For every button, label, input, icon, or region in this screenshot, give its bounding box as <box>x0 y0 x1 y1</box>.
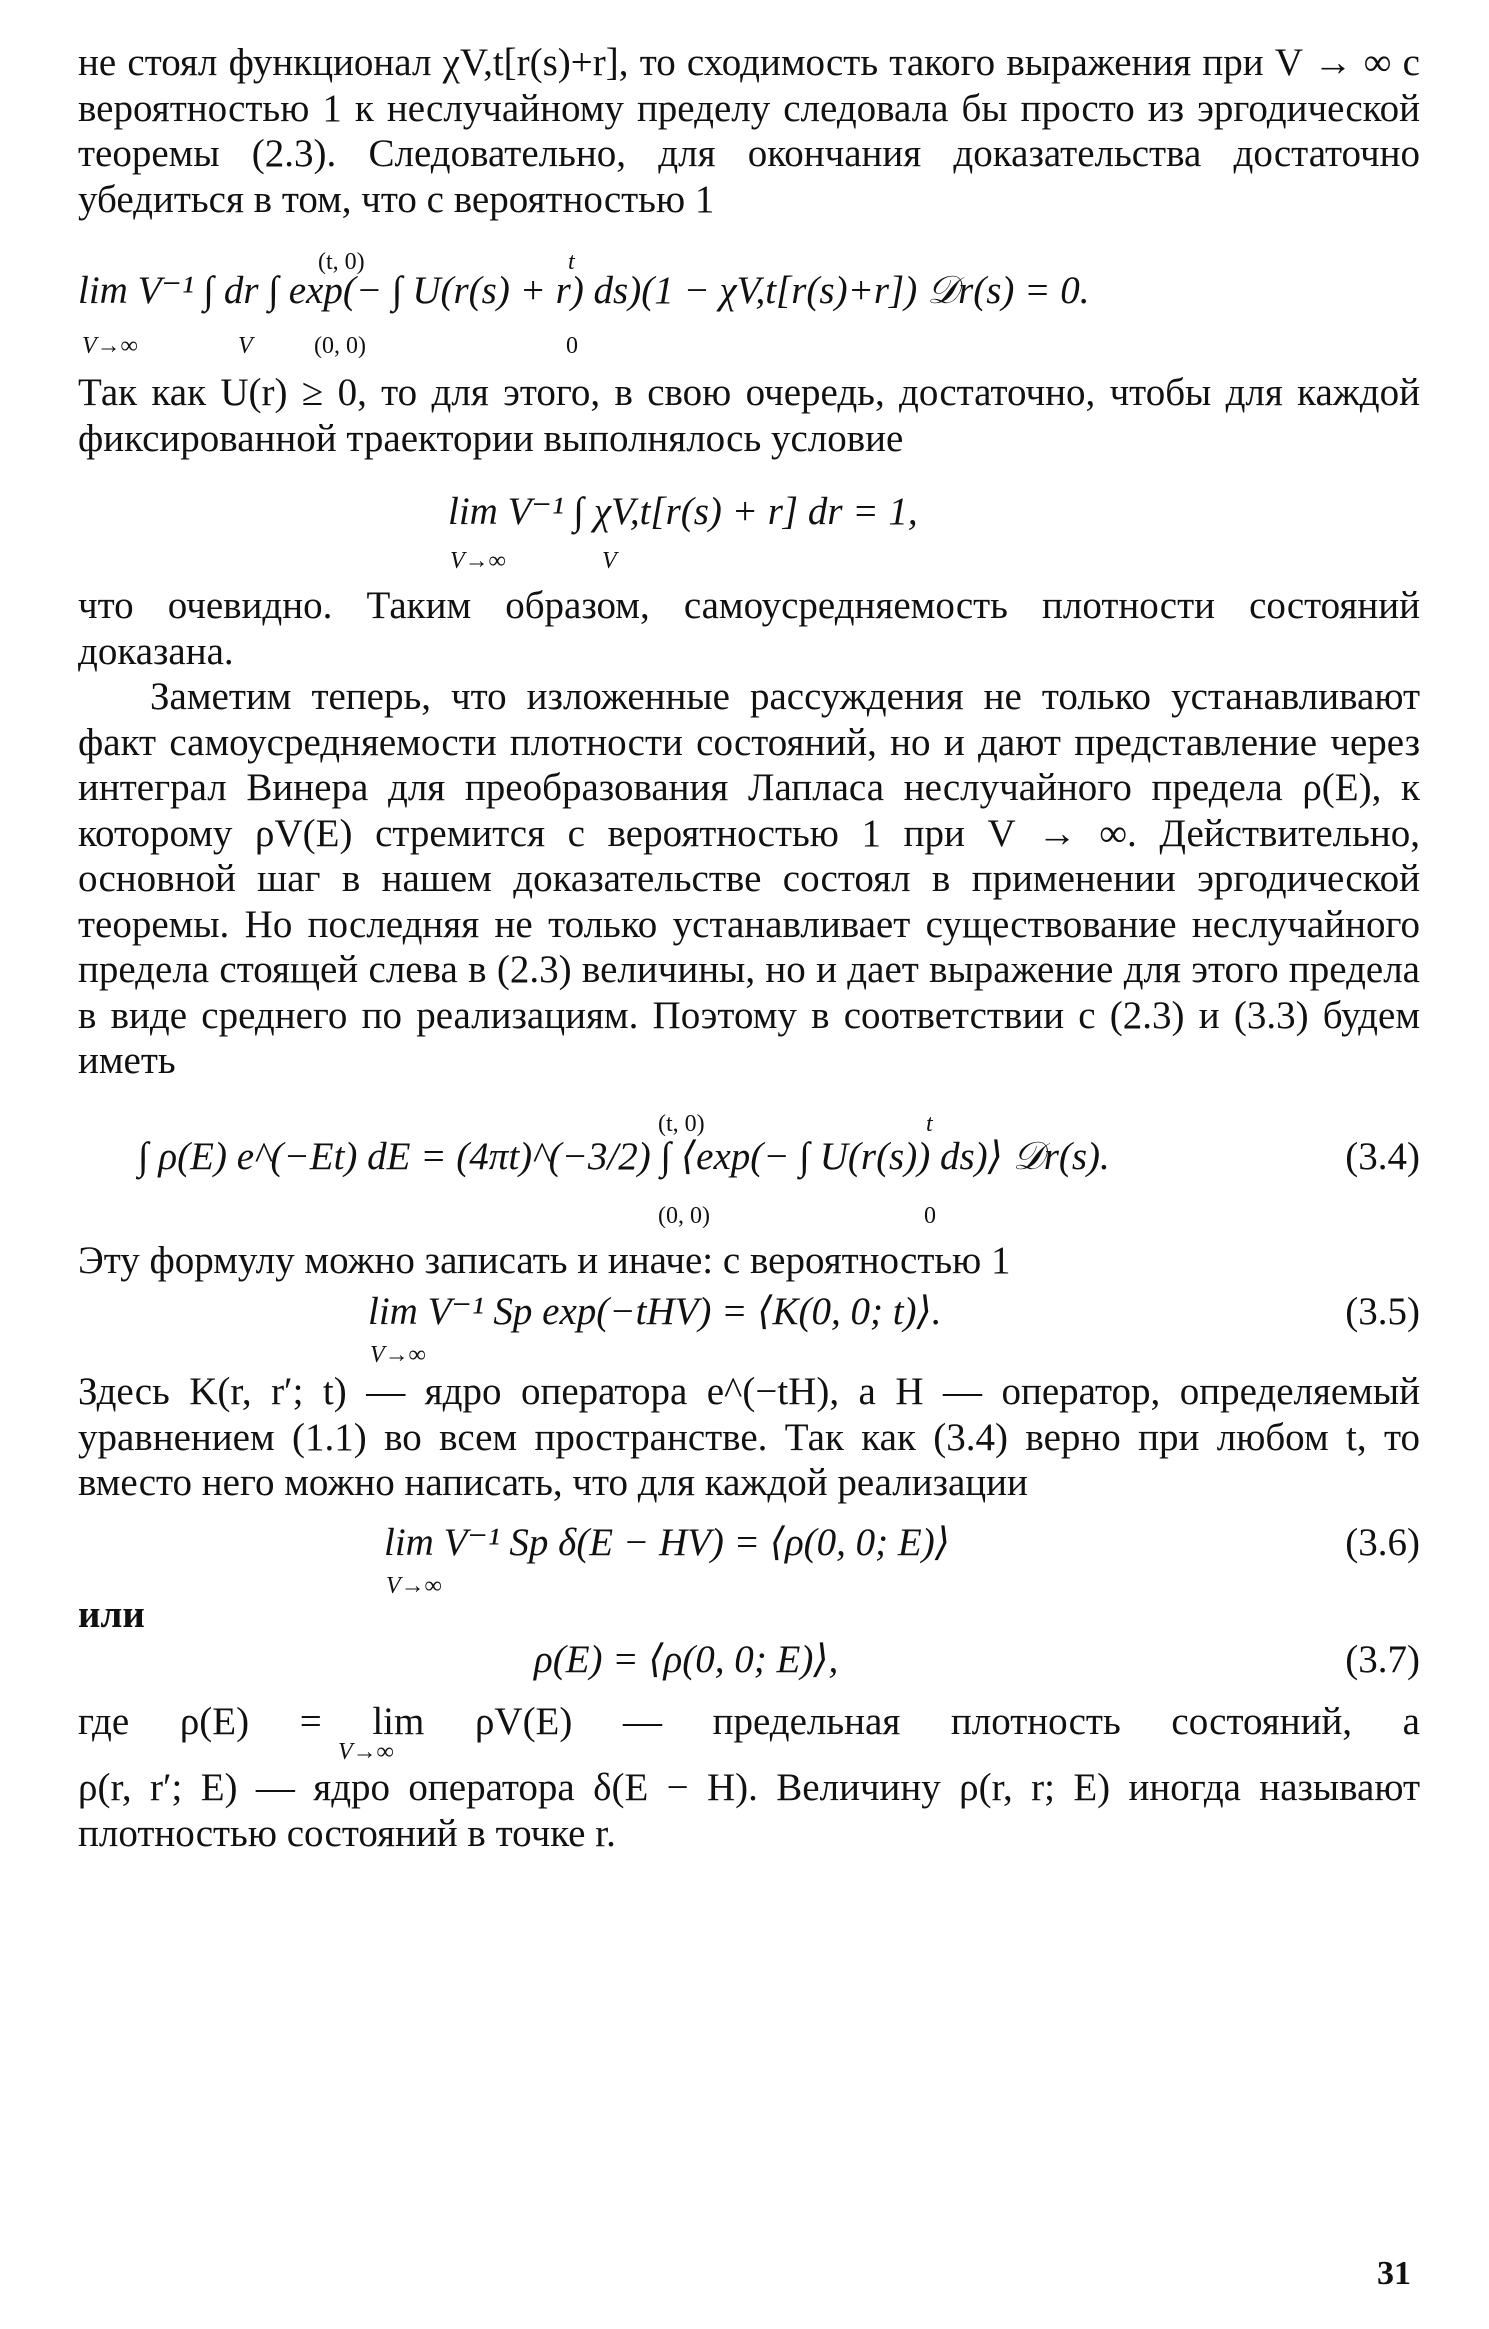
formula-1-int1-subscript: V <box>238 333 253 359</box>
formula-3-int2-lower: (0, 0) <box>658 1202 710 1229</box>
page-number: 31 <box>1377 2255 1411 2292</box>
formula-2-lim-subscript: V→∞ <box>450 548 506 574</box>
word-or: или <box>78 1592 145 1636</box>
formula-6-text: ρ(E) = ⟨ρ(0, 0; E)⟩, <box>534 1638 839 1681</box>
equation-number-3-6: (3.6) <box>1345 1520 1420 1564</box>
formula-5-text: lim V⁻¹ Sp δ(E − HV) = ⟨ρ(0, 0; E)⟩ <box>384 1520 950 1564</box>
formula-3-6 <box>78 1514 1420 1599</box>
formula-3-7 <box>78 1637 1420 1689</box>
formula-4-text: lim V⁻¹ Sp exp(−tHV) = ⟨K(0, 0; t)⟩. <box>368 1290 942 1333</box>
formula-1-int2-lower: (0, 0) <box>314 333 366 359</box>
paragraph-2: Так как U(r) ≥ 0, то для этого, в свою очередь, достаточно, чтобы для каждой фиксированной траектории выполнялось условие <box>78 371 1420 460</box>
formula-3-int2-upper: (t, 0) <box>658 1110 705 1137</box>
equation-number-3-7: (3.7) <box>1345 1638 1420 1681</box>
paragraph-5: Эту формулу можно записать и иначе: с вероятностью 1 <box>78 1238 1011 1282</box>
formula-1-int2-upper: (t, 0) <box>318 249 365 275</box>
paragraph-7a: где ρ(E) = lim ρV(E) — предельная плотность состояний, а <box>78 1700 1420 1743</box>
equation-number-3-5: (3.5) <box>1345 1290 1420 1333</box>
paragraph-7-line-1 <box>78 1699 1420 1765</box>
formula-5-lim-subscript: V→∞ <box>386 1572 442 1599</box>
paragraph-6: Здесь K(r, r′; t) — ядро оператора e^(−tH), а H — оператор, определяемый уравнением (1.1) во всем пространстве. Так как (3.4) верно при любом t, то вместо него можно написать, что для каждой реализации <box>78 1370 1420 1504</box>
formula-2-int-subscript: V <box>602 548 617 574</box>
formula-chi-condition <box>78 475 1420 574</box>
paragraph-1: не стоял функционал χV,t[r(s)+r], то сходимость такого выражения при V → ∞ с вероятностью 1 к неслучайному пределу следовала бы просто из эргодической теоремы (2.3). Следовательно, для окончания доказательства достаточно убедиться в том, что с вероятностью 1 <box>78 41 1420 221</box>
formula-3-text: ∫ ρ(E) e^(−Et) dE = (4πt)^(−3/2) ∫ ⟨exp(− ∫ U(r(s)) ds)⟩ 𝒟r(s). <box>138 1134 1110 1178</box>
page-body <box>78 40 1420 1856</box>
formula-4-lim-subscript: V→∞ <box>370 1342 426 1368</box>
formula-2-text: lim V⁻¹ ∫ χV,t[r(s) + r] dr = 1, <box>448 490 918 533</box>
paragraph-7b: ρ(r, r′; E) — ядро оператора δ(E − H). Величину ρ(r, r; E) иногда называют плотностью состояний в точке r. <box>78 1766 1420 1855</box>
formula-1-text: lim V⁻¹ ∫ dr ∫ exp(− ∫ U(r(s) + r) ds)(1 − χV,t[r(s)+r]) 𝒟r(s) = 0. <box>78 269 1090 312</box>
formula-3-4 <box>78 1098 1420 1229</box>
formula-1-int3-upper: t <box>568 249 575 275</box>
paragraph-3: что очевидно. Таким образом, самоусредняемость плотности состояний доказана. <box>78 584 1420 673</box>
formula-1-int3-lower: 0 <box>566 333 578 359</box>
formula-limit-integral <box>78 240 1420 359</box>
paragraph-7-lim-subscript: V→∞ <box>338 1739 394 1765</box>
formula-1-lim-subscript: V→∞ <box>82 333 138 359</box>
formula-3-int3-upper: t <box>926 1110 933 1137</box>
paragraph-4: Заметим теперь, что изложенные рассуждения не только устанавливают факт самоусредняемости плотности состояний, но и дают представление через интеграл Винера для преобразования Лапласа неслучайного предела ρ(E), к которому ρV(E) стремится с вероятностью 1 при V → ∞. Действительно, основной шаг в нашем доказательстве состоял в применении эргодической теоремы. Но последняя не только устанавливает существование неслучайного предела стоящей слева в (2.3) величины, но и дает выражение для этого предела в виде среднего по реализациям. Поэтому в соответствии с (2.3) и (3.3) будем иметь <box>78 675 1420 1082</box>
equation-number-3-4: (3.4) <box>1345 1134 1420 1178</box>
formula-3-5 <box>78 1283 1420 1368</box>
formula-3-int3-lower: 0 <box>924 1202 936 1229</box>
